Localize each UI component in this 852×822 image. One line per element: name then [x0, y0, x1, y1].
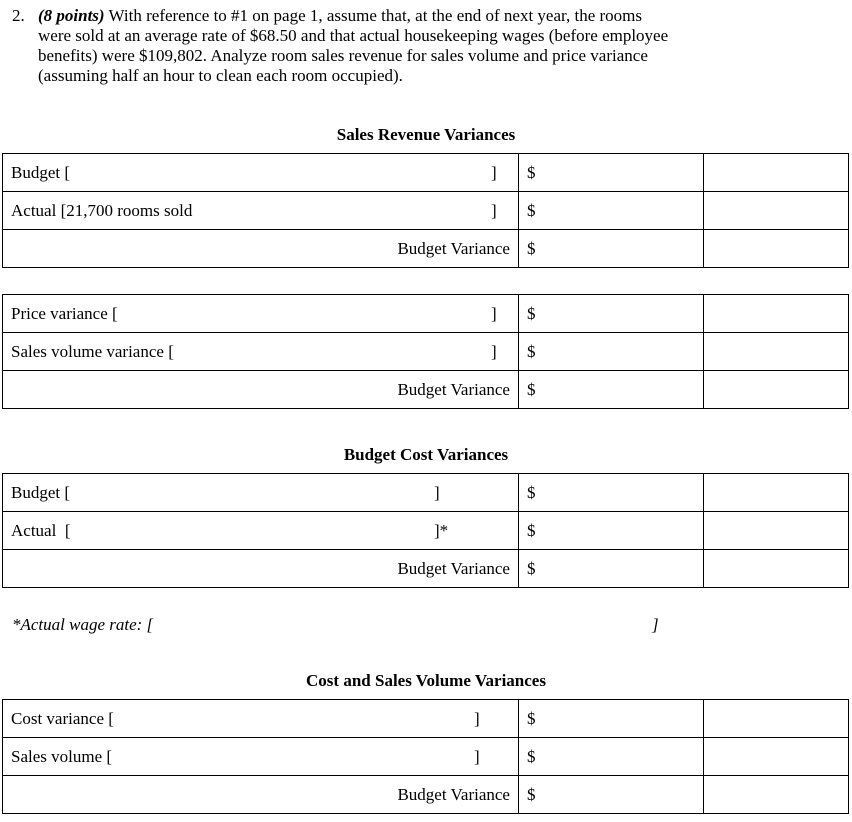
extra-cell[interactable] [703, 738, 848, 776]
cost-sales-volume-heading: Cost and Sales Volume Variances [306, 671, 546, 690]
dollar-sign: $ [526, 200, 536, 220]
bracket: ] [491, 303, 497, 323]
label-cell [3, 738, 519, 776]
amount-cell[interactable] [518, 192, 703, 230]
dollar-sign: $ [526, 341, 536, 361]
table-row [3, 333, 849, 371]
extra-cell[interactable] [703, 154, 848, 192]
label-cell: Budget Variance [3, 371, 519, 409]
row-label: Budget [ [11, 482, 71, 502]
table-row [3, 295, 849, 333]
table-row [3, 154, 849, 192]
table-row [3, 700, 849, 738]
bracket: ] [491, 200, 497, 220]
sales-revenue-table [2, 153, 849, 268]
dollar-sign: $ [526, 238, 536, 258]
question-line-3: benefits) were $109,802. Analyze room sales revenue for sales volume and price variance [38, 46, 648, 65]
amount-cell[interactable] [518, 333, 703, 371]
table-row [3, 776, 849, 814]
budget-cost-heading: Budget Cost Variances [343, 445, 509, 464]
amount-cell[interactable] [518, 776, 703, 814]
label-cell [3, 700, 519, 738]
row-label: Price variance [ [11, 303, 118, 323]
extra-cell[interactable] [703, 700, 848, 738]
dollar-sign: $ [526, 482, 536, 502]
extra-cell[interactable] [703, 230, 848, 268]
extra-cell[interactable] [703, 776, 848, 814]
table-row [3, 738, 849, 776]
table-row [3, 192, 849, 230]
bracket: ] [491, 341, 497, 361]
actual-wage-rate-note [12, 615, 712, 635]
extra-cell[interactable] [703, 474, 848, 512]
dollar-sign: $ [526, 746, 536, 766]
row-label: Sales volume [ [11, 746, 113, 766]
question-text [12, 6, 840, 86]
bracket: ] [474, 708, 480, 728]
note-bracket: ] [652, 615, 659, 634]
row-label: Sales volume variance [ [11, 341, 174, 361]
dollar-sign: $ [526, 784, 536, 804]
dollar-sign: $ [526, 303, 536, 323]
bracket: ]* [434, 520, 449, 540]
row-label: Actual [21,700 rooms sold [11, 200, 193, 220]
question-line-1-text: With reference to #1 on page 1, assume that, at the end of next year, the rooms [108, 6, 643, 25]
bracket: ] [434, 482, 440, 502]
row-label: Actual [ [11, 520, 71, 540]
row-label: Budget [ [11, 162, 71, 182]
amount-cell[interactable] [518, 474, 703, 512]
extra-cell[interactable] [703, 550, 848, 588]
amount-cell[interactable] [518, 154, 703, 192]
extra-cell[interactable] [703, 192, 848, 230]
table-row [3, 550, 849, 588]
question-line-1 [12, 6, 840, 26]
label-cell [3, 474, 519, 512]
table-row [3, 512, 849, 550]
budget-cost-table [2, 473, 849, 588]
amount-cell[interactable] [518, 550, 703, 588]
table-row [3, 230, 849, 268]
dollar-sign: $ [526, 708, 536, 728]
question-line-2: were sold at an average rate of $68.50 and that actual housekeeping wages (before employee [38, 26, 669, 45]
table-row [3, 371, 849, 409]
label-cell [3, 192, 519, 230]
extra-cell[interactable] [703, 333, 848, 371]
question-points: (8 points) [38, 6, 105, 25]
extra-cell[interactable] [703, 371, 848, 409]
dollar-sign: $ [526, 379, 536, 399]
label-cell [3, 333, 519, 371]
sales-variance-table [2, 294, 849, 409]
amount-cell[interactable] [518, 371, 703, 409]
amount-cell[interactable] [518, 738, 703, 776]
label-cell: Budget Variance [3, 550, 519, 588]
sales-revenue-heading: Sales Revenue Variances [336, 125, 516, 144]
bracket: ] [474, 746, 480, 766]
cost-sales-volume-table [2, 699, 849, 814]
amount-cell[interactable] [518, 512, 703, 550]
question-line-4: (assuming half an hour to clean each room occupied). [38, 66, 403, 85]
amount-cell[interactable] [518, 700, 703, 738]
label-cell: Budget Variance [3, 230, 519, 268]
note-label: *Actual wage rate: [ [12, 615, 154, 634]
label-cell [3, 154, 519, 192]
dollar-sign: $ [526, 558, 536, 578]
amount-cell[interactable] [518, 295, 703, 333]
label-cell [3, 512, 519, 550]
extra-cell[interactable] [703, 295, 848, 333]
extra-cell[interactable] [703, 512, 848, 550]
question-number: 2. [12, 6, 25, 25]
label-cell [3, 295, 519, 333]
table-row [3, 474, 849, 512]
amount-cell[interactable] [518, 230, 703, 268]
label-cell: Budget Variance [3, 776, 519, 814]
dollar-sign: $ [526, 520, 536, 540]
dollar-sign: $ [526, 162, 536, 182]
row-label: Cost variance [ [11, 708, 114, 728]
bracket: ] [491, 162, 497, 182]
